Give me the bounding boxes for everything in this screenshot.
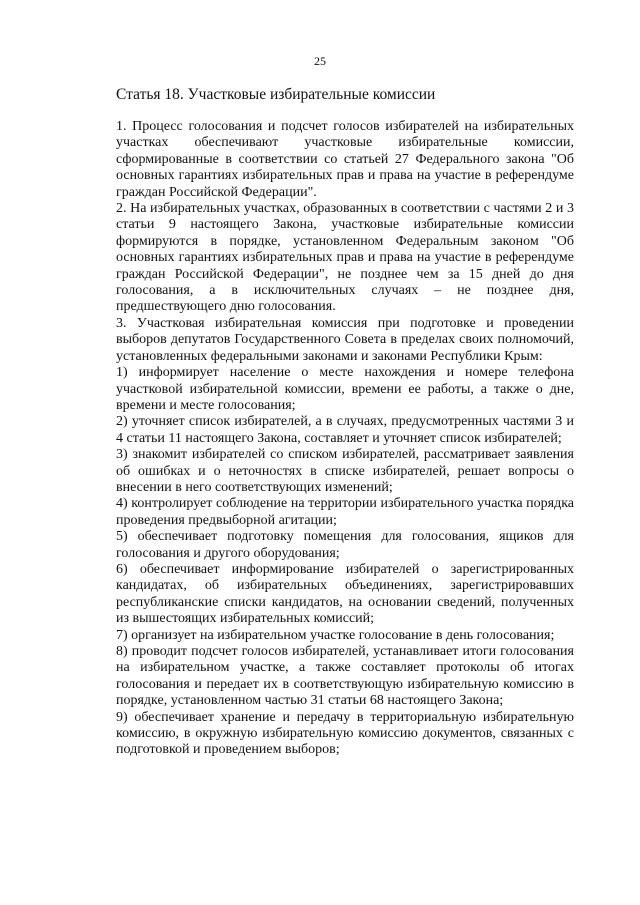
paragraph-3: 3. Участковая избирательная комиссия при подготовке и проведении выборов депутатов Государственного Совета в пределах своих полномочий, установленных федеральными законами и законами Республики Крым: [116, 315, 574, 364]
article-body [116, 119, 574, 759]
paragraph-1: 1. Процесс голосования и подсчет голосов избирателей на избирательных участках обеспечивают участковые избирательные комиссии, сформированные в соответствии со статьей 27 Федерального закона "Об основных гарантиях избирательных прав и права на участие в референдуме граждан Российской Федерации". [116, 119, 574, 200]
paragraph-2: 2. На избирательных участках, образованных в соответствии с частями 2 и 3 статьи 9 настоящего Закона, участковые избирательные комиссии формируются в порядке, установленном Федеральным законом "Об основных гарантиях избирательных прав и права на участие в референдуме граждан Российской Федерации", не позднее чем за 15 дней до дня голосования, а в исключительных случаях – не позднее дня, предшествующего дню голосования. [116, 201, 574, 315]
page-number: 25 [314, 54, 326, 68]
list-item-2: 2) уточняет список избирателей, а в случаях, предусмотренных частями 3 и 4 статьи 11 настоящего Закона, составляет и уточняет список избирателей; [116, 414, 574, 446]
list-item-5: 5) обеспечивает подготовку помещения для голосования, ящиков для голосования и другого оборудования; [116, 529, 574, 561]
list-item-1: 1) информирует население о месте нахождения и номере телефона участковой избирательной комиссии, времени ее работы, а также о дне, времени и месте голосования; [116, 365, 574, 413]
list-item-8: 8) проводит подсчет голосов избирателей, устанавливает итоги голосования на избирательном участке, а также составляет протоколы об итогах голосования и передает их в соответствующую избирательную комиссию в порядке, установленном частью 31 статьи 68 настоящего Закона; [116, 644, 574, 709]
list-item-6: 6) обеспечивает информирование избирателей о зарегистрированных кандидатах, об избирательных объединениях, зарегистрировавших республиканские списки кандидатов, на основании сведений, полученных из вышестоящих избирательных комиссий; [116, 561, 574, 627]
article-title: Статья 18. Участковые избирательные комиссии [116, 86, 436, 103]
list-item-3: 3) знакомит избирателей со списком избирателей, рассматривает заявления об ошибках и о неточностях в списке избирателей, решает вопросы о внесении в него соответствующих изменений; [116, 447, 574, 495]
list-item-4: 4) контролирует соблюдение на территории избирательного участка порядка проведения предвыборной агитации; [116, 496, 574, 528]
list-item-9: 9) обеспечивает хранение и передачу в территориальную избирательную комиссию, в окружную избирательную комиссию документов, связанных с подготовкой и проведением выборов; [116, 709, 574, 758]
list-item-7: 7) организует на избирательном участке голосование в день голосования; [116, 627, 555, 643]
